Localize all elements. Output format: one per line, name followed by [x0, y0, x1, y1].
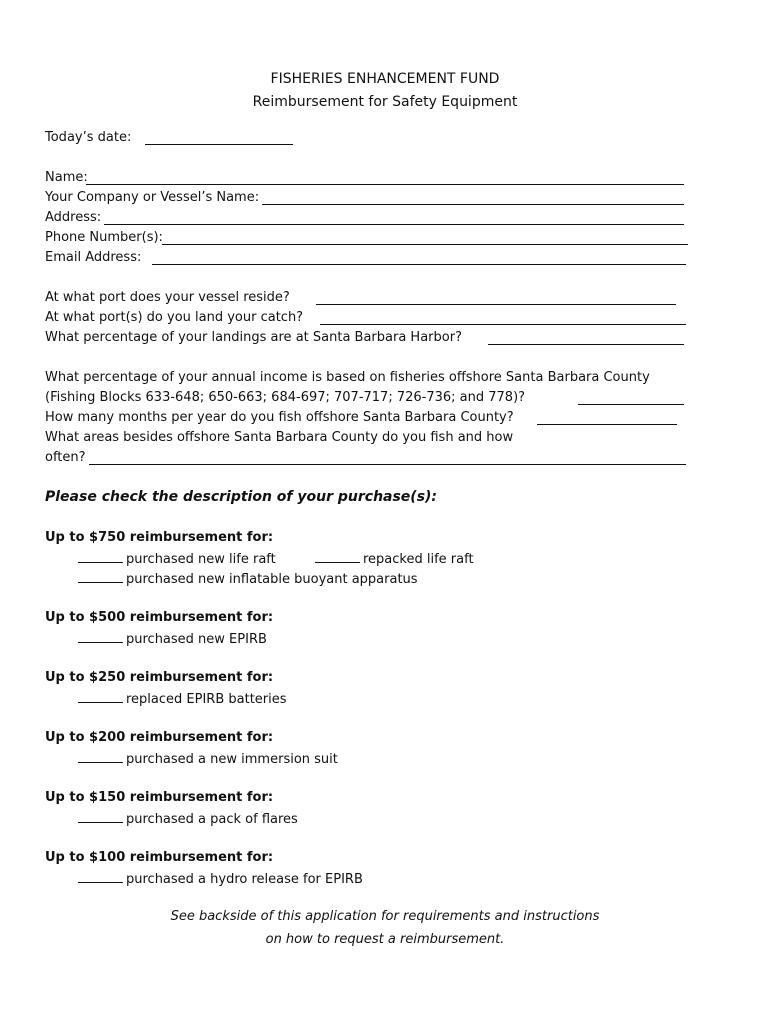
pct-income-question: What percentage of your annual income is based on fisheries offshore Santa Barbara County [45, 370, 650, 385]
address-field[interactable] [104, 223, 684, 225]
form-title: FISHERIES ENHANCEMENT FUND [270, 71, 500, 87]
areas-field[interactable] [89, 463, 686, 465]
section-150-heading: Up to $150 reimbursement for: [45, 790, 274, 805]
name-field[interactable] [86, 183, 684, 185]
company-field[interactable] [262, 203, 684, 205]
section-250-heading: Up to $250 reimbursement for: [45, 670, 274, 685]
pct-income-field[interactable] [578, 403, 684, 405]
footer-note-line1: See backside of this application for requirements and instructions [170, 909, 600, 924]
checkbox-item-flares[interactable]: purchased a pack of flares [78, 810, 298, 828]
check-blank[interactable] [78, 630, 123, 643]
todays-date-field[interactable] [145, 143, 293, 145]
checkbox-item-new-epirb[interactable]: purchased new EPIRB [78, 630, 267, 648]
checkbox-item-repacked-raft[interactable]: repacked life raft [315, 550, 474, 568]
pct-landings-field[interactable] [488, 343, 684, 345]
checkbox-item-epirb-batteries[interactable]: replaced EPIRB batteries [78, 690, 287, 708]
check-blank[interactable] [78, 550, 123, 563]
purchase-instruction: Please check the description of your purchase(s): [45, 489, 438, 505]
section-100-heading: Up to $100 reimbursement for: [45, 850, 274, 865]
pct-landings-question: What percentage of your landings are at Santa Barbara Harbor? [45, 330, 462, 345]
months-field[interactable] [537, 423, 677, 425]
checkbox-item-buoyant-apparatus[interactable]: purchased new inflatable buoyant apparatus [78, 570, 418, 588]
port-land-field[interactable] [320, 323, 686, 325]
section-750-heading: Up to $750 reimbursement for: [45, 530, 274, 545]
check-blank[interactable] [78, 870, 123, 883]
name-label: Name: [45, 170, 88, 185]
port-reside-field[interactable] [316, 303, 676, 305]
checkbox-item-hydro-release[interactable]: purchased a hydro release for EPIRB [78, 870, 363, 888]
email-label: Email Address: [45, 250, 142, 265]
section-500-heading: Up to $500 reimbursement for: [45, 610, 274, 625]
port-reside-question: At what port does your vessel reside? [45, 290, 290, 305]
footer-note-line2: on how to request a reimbursement. [265, 932, 505, 947]
address-label: Address: [45, 210, 102, 225]
check-blank[interactable] [315, 550, 360, 563]
phone-field[interactable] [162, 243, 688, 245]
check-blank[interactable] [78, 750, 123, 763]
todays-date-label: Today’s date: [45, 130, 132, 145]
section-200-heading: Up to $200 reimbursement for: [45, 730, 274, 745]
months-question: How many months per year do you fish offshore Santa Barbara County? [45, 410, 514, 425]
fishing-blocks-text: (Fishing Blocks 633-648; 650-663; 684-697; 707-717; 726-736; and 778)? [45, 390, 526, 405]
check-blank[interactable] [78, 570, 123, 583]
check-blank[interactable] [78, 810, 123, 823]
checkbox-item-life-raft[interactable]: purchased new life raft [78, 550, 276, 568]
areas-question: What areas besides offshore Santa Barbara County do you fish and how [45, 430, 514, 445]
email-field[interactable] [152, 263, 686, 265]
check-blank[interactable] [78, 690, 123, 703]
port-land-question: At what port(s) do you land your catch? [45, 310, 304, 325]
areas-question-often: often? [45, 450, 86, 465]
company-label: Your Company or Vessel’s Name: [45, 190, 260, 205]
checkbox-item-immersion-suit[interactable]: purchased a new immersion suit [78, 750, 338, 768]
form-subtitle: Reimbursement for Safety Equipment [252, 94, 518, 110]
phone-label: Phone Number(s): [45, 230, 163, 245]
